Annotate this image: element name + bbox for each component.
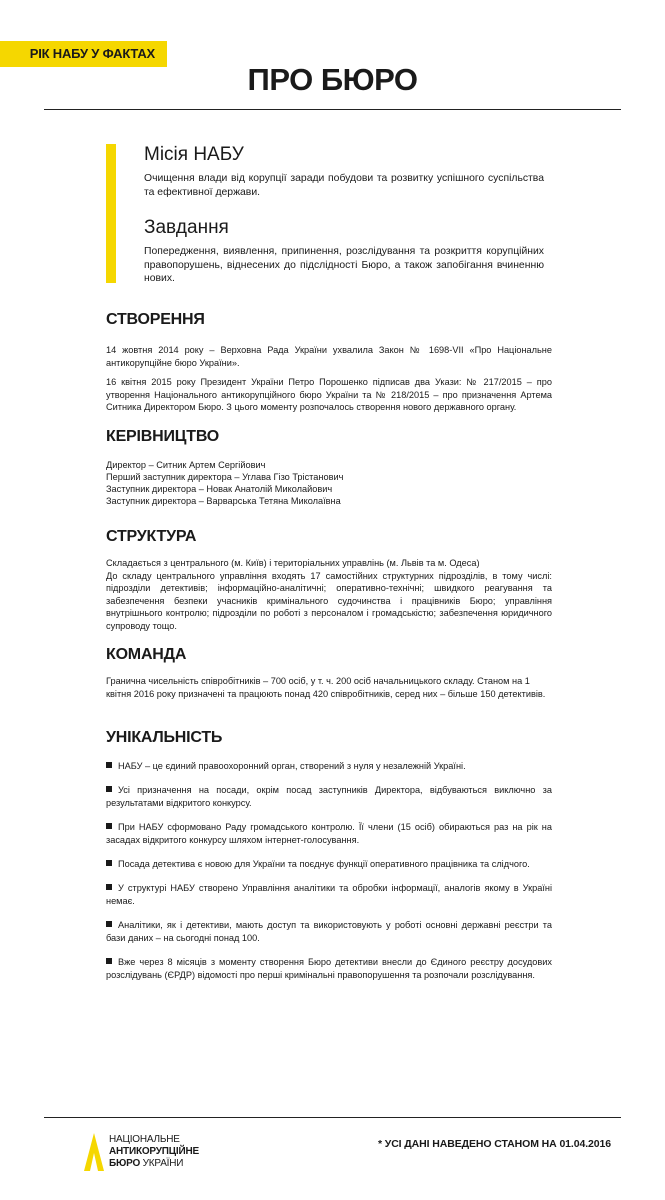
bullet-square-icon xyxy=(106,921,112,927)
uniqueness-item: Аналітики, як і детективи, мають доступ та використовують у роботі основні державні реєстри та бази даних – на сьогодні понад 100. xyxy=(106,920,552,943)
bullet-square-icon xyxy=(106,860,112,866)
page-title: ПРО БЮРО xyxy=(247,62,418,97)
creation-section xyxy=(106,310,552,414)
uniqueness-heading: УНІКАЛЬНІСТЬ xyxy=(106,729,223,746)
logo-line: АНТИКОРУПЦІЙНЕ xyxy=(109,1146,199,1157)
team-text: Гранична чисельність співробітників – 700 осіб, у т. ч. 200 осіб начальницького складу. Станом на 1 квітня 2016 року призначені та працюють понад 420 співробітників, серед них – більше 150 детективів. xyxy=(106,676,546,699)
uniqueness-item: Вже через 8 місяців з моменту створення Бюро детективи внесли до Єдиного реєстру досудових розслідувань (ЄРДР) відомості про перші кримінальні правопорушення та розпочали розслідування. xyxy=(106,957,552,980)
nabu-logo xyxy=(84,1133,204,1175)
creation-heading: СТВОРЕННЯ xyxy=(106,311,205,328)
logo-line: БЮРО УКРАЇНИ xyxy=(109,1158,184,1169)
logo-line: НАЦІОНАЛЬНЕ xyxy=(109,1134,180,1145)
structure-text: До складу центрального управління входять 17 самостійних структурних підрозділів, в тому числі: підрозділи детективів; інформаційно-аналітичні; оперативно-технічні; швидкого реагування та забезпечення безпеки учасників кримінального судочинства і працівників Бюро; управління внутрішнього контролю; підрозділи по роботі з персоналом і громадськістю; забезпечення юридичного супроводу тощо. xyxy=(106,570,552,631)
creation-paragraph: 16 квітня 2015 року Президент України Петро Порошенко підписав два Укази: № 217/2015 – про утворення Національного антикорупційного бюро України та № 218/2015 – про призначення Артема Ситника Директором Бюро. З цього моменту розпочалось створення нового державного органу. xyxy=(106,377,552,412)
mission-box xyxy=(106,144,556,284)
bullet-square-icon xyxy=(106,884,112,890)
footnote: * УСІ ДАНІ НАВЕДЕНО СТАНОМ НА 01.04.2016 xyxy=(377,1138,611,1150)
accent-bar xyxy=(106,144,116,283)
leadership-line: Перший заступник директора – Углава Гізо Трістанович xyxy=(106,472,344,482)
leadership-line: Директор – Ситник Артем Сергійович xyxy=(106,460,266,470)
leadership-heading: КЕРІВНИЦТВО xyxy=(106,428,220,445)
structure-line: Складається з центрального (м. Київ) і територіальних управлінь (м. Львів та м. Одеса) xyxy=(106,558,480,568)
leadership-line: Заступник директора – Новак Анатолій Миколайович xyxy=(106,484,333,494)
title-divider xyxy=(44,109,621,110)
mission-heading: Місія НАБУ xyxy=(144,144,244,165)
uniqueness-item: У структурі НАБУ створено Управління аналітики та обробки інформації, аналогів якому в Україні немає. xyxy=(106,883,552,906)
nabu-logo-mark-icon xyxy=(84,1133,104,1171)
uniqueness-item: При НАБУ сформовано Раду громадського контролю. Її члени (15 осіб) обираються раз на рік на засадах відкритого конкурсу шляхом інтернет-голосування. xyxy=(106,822,552,845)
bullet-square-icon xyxy=(106,786,112,792)
bullet-square-icon xyxy=(106,958,112,964)
tasks-text: Попередження, виявлення, припинення, розслідування та розкриття корупційних правопорушень, віднесених до підслідності Бюро, а також запобігання вчиненню нових. xyxy=(144,246,544,284)
leadership-section xyxy=(106,427,552,507)
mission-text: Очищення влади від корупції заради побудови та розвитку успішного суспільства та ефективної держави. xyxy=(144,173,544,198)
creation-paragraph: 14 жовтня 2014 року – Верховна Рада України ухвалила Закон № 1698-VII «Про Національне антикорупційне бюро України». xyxy=(106,345,552,368)
header-tag: РІК НАБУ У ФАКТАХ xyxy=(0,41,167,67)
uniqueness-item: Усі призначення на посади, окрім посад заступників Директора, відбуваються виключно за результатами відкритого конкурсу. xyxy=(106,785,552,808)
structure-heading: СТРУКТУРА xyxy=(106,528,197,545)
team-section xyxy=(106,645,552,700)
uniqueness-item: Посада детектива є новою для України та поєднує функції оперативного працівника та слідчого. xyxy=(106,858,552,871)
uniqueness-section xyxy=(106,728,552,993)
bullet-square-icon xyxy=(106,823,112,829)
tasks-heading: Завдання xyxy=(144,217,229,238)
structure-section xyxy=(106,527,552,632)
footer-divider xyxy=(44,1117,621,1118)
uniqueness-item: НАБУ – це єдиний правоохоронний орган, створений з нуля у незалежній Україні. xyxy=(106,760,552,773)
team-heading: КОМАНДА xyxy=(106,646,187,663)
bullet-square-icon xyxy=(106,762,112,768)
leadership-line: Заступник директора – Варварська Тетяна Миколаївна xyxy=(106,496,341,506)
